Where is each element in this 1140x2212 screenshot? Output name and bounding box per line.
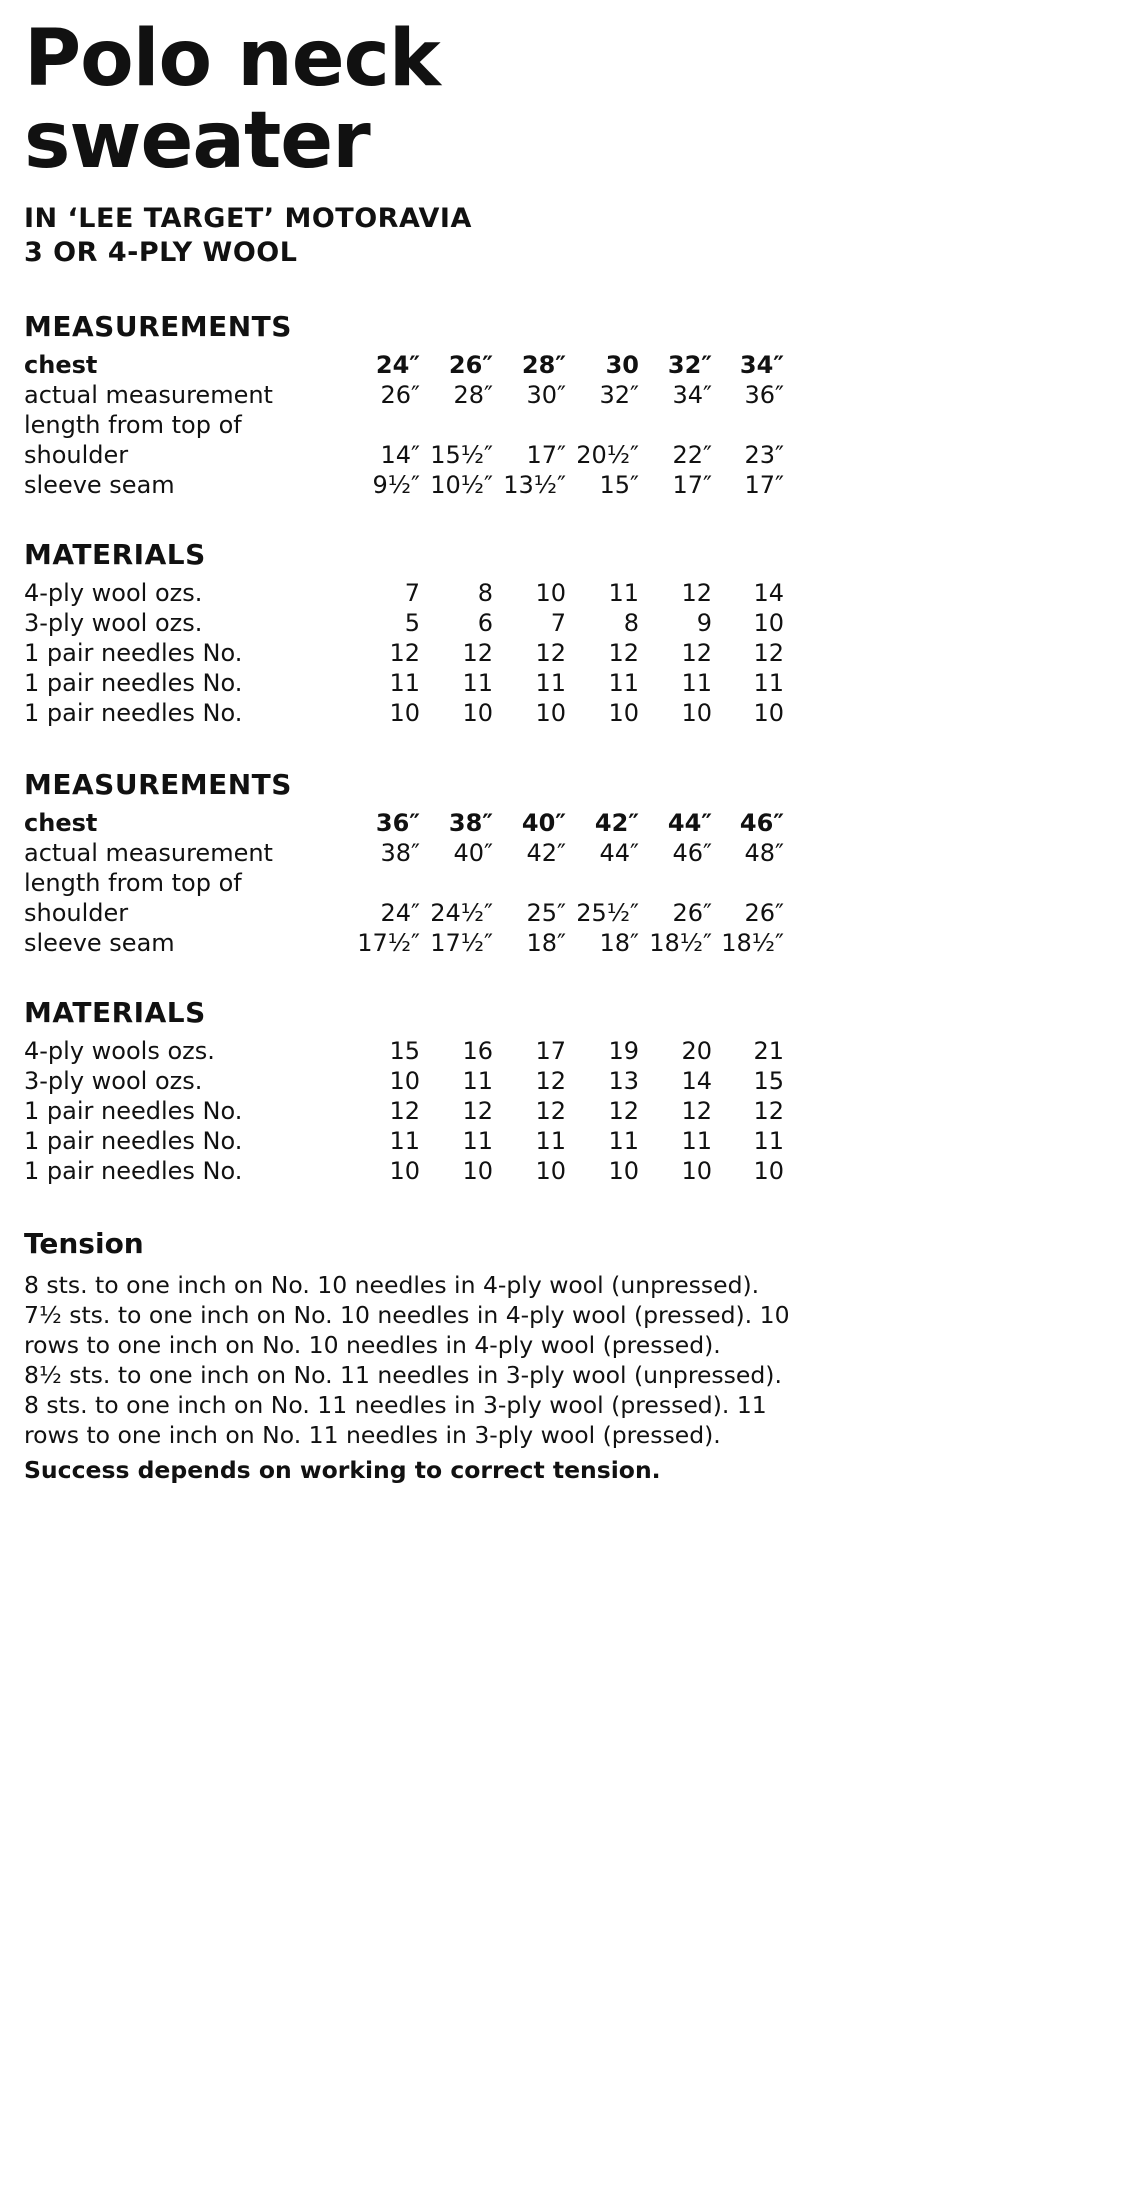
size-value: 12 bbox=[681, 639, 712, 667]
size-value: 10 bbox=[535, 1157, 566, 1185]
size-value: 14 bbox=[753, 579, 784, 607]
size-value: 26″ bbox=[448, 351, 493, 379]
size-value: 12 bbox=[389, 639, 420, 667]
size-value: 18″ bbox=[526, 929, 566, 957]
subtitle bbox=[24, 202, 472, 270]
size-value: 11 bbox=[462, 669, 493, 697]
size-value: 30″ bbox=[526, 381, 566, 409]
table-row bbox=[24, 668, 784, 698]
row-label: 1 pair needles No. bbox=[24, 639, 243, 667]
row-label: sleeve seam bbox=[24, 471, 175, 499]
size-value: 17″ bbox=[744, 471, 784, 499]
row-label: 1 pair needles No. bbox=[24, 1127, 243, 1155]
size-value: 10 bbox=[753, 609, 784, 637]
materials-table-1 bbox=[24, 578, 784, 728]
size-value: 34″ bbox=[739, 351, 784, 379]
size-value: 38″ bbox=[448, 809, 493, 837]
size-value: 10 bbox=[389, 699, 420, 727]
size-value: 10 bbox=[608, 699, 639, 727]
size-value: 7 bbox=[404, 579, 420, 607]
table-row bbox=[24, 928, 784, 958]
row-label: length from top of bbox=[24, 411, 242, 439]
table-row bbox=[24, 638, 784, 668]
size-value: 21 bbox=[753, 1037, 784, 1065]
size-value: 11 bbox=[462, 1127, 493, 1155]
size-value: 11 bbox=[462, 1067, 493, 1095]
size-value: 10 bbox=[462, 699, 493, 727]
table-row bbox=[24, 410, 784, 440]
size-value: 22″ bbox=[672, 441, 712, 469]
table-row bbox=[24, 578, 784, 608]
table-row bbox=[24, 350, 784, 380]
size-value: 24½″ bbox=[430, 899, 493, 927]
row-label: 4-ply wools ozs. bbox=[24, 1037, 215, 1065]
size-value: 10½″ bbox=[430, 471, 493, 499]
size-value: 44″ bbox=[599, 839, 639, 867]
size-value: 5 bbox=[404, 609, 420, 637]
size-value: 17½″ bbox=[430, 929, 493, 957]
size-value: 10 bbox=[389, 1067, 420, 1095]
table-row bbox=[24, 868, 784, 898]
subtitle-line-1: IN ‘LEE TARGET’ MOTORAVIA bbox=[24, 203, 472, 234]
materials-table-2 bbox=[24, 1036, 784, 1186]
size-value: 9 bbox=[696, 609, 712, 637]
row-label: shoulder bbox=[24, 899, 129, 927]
size-value: 15 bbox=[753, 1067, 784, 1095]
row-label: actual measurement bbox=[24, 839, 273, 867]
size-value: 46″ bbox=[672, 839, 712, 867]
materials-section-2 bbox=[24, 996, 784, 1186]
row-label: chest bbox=[24, 809, 98, 837]
size-value: 12 bbox=[681, 579, 712, 607]
size-value: 12 bbox=[681, 1097, 712, 1125]
measurements-table-1 bbox=[24, 350, 784, 500]
size-value: 11 bbox=[535, 1127, 566, 1155]
size-value: 13½″ bbox=[503, 471, 566, 499]
size-value: 18″ bbox=[599, 929, 639, 957]
size-value: 36″ bbox=[375, 809, 420, 837]
section-heading: MEASUREMENTS bbox=[24, 768, 292, 801]
size-value: 9½″ bbox=[372, 471, 420, 499]
size-value: 12 bbox=[608, 1097, 639, 1125]
row-label: 1 pair needles No. bbox=[24, 1097, 243, 1125]
size-value: 10 bbox=[389, 1157, 420, 1185]
size-value: 11 bbox=[389, 1127, 420, 1155]
size-value: 17″ bbox=[672, 471, 712, 499]
size-value: 24″ bbox=[375, 351, 420, 379]
size-value: 48″ bbox=[744, 839, 784, 867]
size-value: 12 bbox=[608, 639, 639, 667]
table-row bbox=[24, 1096, 784, 1126]
row-label: 1 pair needles No. bbox=[24, 669, 243, 697]
size-value: 17½″ bbox=[357, 929, 420, 957]
table-row bbox=[24, 1066, 784, 1096]
size-value: 42″ bbox=[526, 839, 566, 867]
row-label: shoulder bbox=[24, 441, 129, 469]
size-value: 36″ bbox=[744, 381, 784, 409]
measurements-section-2 bbox=[24, 768, 784, 958]
table-row bbox=[24, 1156, 784, 1186]
row-label: 3-ply wool ozs. bbox=[24, 1067, 203, 1095]
size-value: 11 bbox=[389, 669, 420, 697]
size-value: 12 bbox=[535, 1097, 566, 1125]
size-value: 25″ bbox=[526, 899, 566, 927]
size-value: 11 bbox=[608, 669, 639, 697]
section-heading: MATERIALS bbox=[24, 538, 206, 571]
size-value: 44″ bbox=[667, 809, 712, 837]
table-row bbox=[24, 698, 784, 728]
title-line-2: sweater bbox=[24, 96, 370, 186]
row-label: length from top of bbox=[24, 869, 242, 897]
tension-paragraph-4ply: 8 sts. to one inch on No. 10 needles in 4-ply wool (unpressed). 7½ sts. to one inch on No. 10 needles in 4-ply wool (pressed). 10 rows to one inch on No. 10 needles in 4-ply wool (pressed). bbox=[24, 1271, 790, 1359]
size-value: 12 bbox=[753, 1097, 784, 1125]
size-value: 34″ bbox=[672, 381, 712, 409]
table-row bbox=[24, 440, 784, 470]
section-heading: MEASUREMENTS bbox=[24, 310, 292, 343]
table-row bbox=[24, 838, 784, 868]
size-value: 10 bbox=[462, 1157, 493, 1185]
size-value: 40″ bbox=[453, 839, 493, 867]
tension-section bbox=[24, 1226, 794, 1486]
size-value: 26″ bbox=[380, 381, 420, 409]
size-value: 18½″ bbox=[721, 929, 784, 957]
size-value: 20 bbox=[681, 1037, 712, 1065]
size-value: 38″ bbox=[380, 839, 420, 867]
size-value: 24″ bbox=[380, 899, 420, 927]
size-value: 11 bbox=[535, 669, 566, 697]
size-value: 10 bbox=[681, 699, 712, 727]
size-value: 6 bbox=[477, 609, 493, 637]
size-value: 10 bbox=[535, 699, 566, 727]
size-value: 32″ bbox=[667, 351, 712, 379]
size-value: 10 bbox=[608, 1157, 639, 1185]
size-value: 17 bbox=[535, 1037, 566, 1065]
size-value: 16 bbox=[462, 1037, 493, 1065]
size-value: 12 bbox=[389, 1097, 420, 1125]
tension-paragraph-3ply: 8½ sts. to one inch on No. 11 needles in 3-ply wool (unpressed). 8 sts. to one inch on No. 11 needles in 3-ply wool (pressed). 11 rows to one inch on No. 11 needles in 3-ply wool (pressed). bbox=[24, 1361, 782, 1449]
row-label: chest bbox=[24, 351, 98, 379]
size-value: 19 bbox=[608, 1037, 639, 1065]
size-value: 25½″ bbox=[576, 899, 639, 927]
row-label: 1 pair needles No. bbox=[24, 1157, 243, 1185]
section-heading: MATERIALS bbox=[24, 996, 206, 1029]
size-value: 12 bbox=[462, 639, 493, 667]
tension-heading: Tension bbox=[24, 1227, 144, 1260]
page-title bbox=[24, 14, 440, 186]
table-row bbox=[24, 470, 784, 500]
table-row bbox=[24, 898, 784, 928]
size-value: 12 bbox=[535, 1067, 566, 1095]
size-value: 12 bbox=[535, 639, 566, 667]
size-value: 23″ bbox=[744, 441, 784, 469]
size-value: 11 bbox=[753, 669, 784, 697]
materials-section-1 bbox=[24, 538, 784, 728]
table-row bbox=[24, 808, 784, 838]
size-value: 15″ bbox=[599, 471, 639, 499]
size-value: 12 bbox=[753, 639, 784, 667]
row-label: 3-ply wool ozs. bbox=[24, 609, 203, 637]
title-line-1: Polo neck bbox=[24, 14, 440, 104]
size-value: 40″ bbox=[521, 809, 566, 837]
size-value: 26″ bbox=[672, 899, 712, 927]
size-value: 20½″ bbox=[576, 441, 639, 469]
size-value: 7 bbox=[550, 609, 566, 637]
size-value: 11 bbox=[608, 1127, 639, 1155]
size-value: 10 bbox=[753, 699, 784, 727]
size-value: 13 bbox=[608, 1067, 639, 1095]
table-row bbox=[24, 1036, 784, 1066]
table-row bbox=[24, 1126, 784, 1156]
size-value: 28″ bbox=[521, 351, 566, 379]
size-value: 12 bbox=[462, 1097, 493, 1125]
table-row bbox=[24, 380, 784, 410]
row-label: 1 pair needles No. bbox=[24, 699, 243, 727]
size-value: 42″ bbox=[594, 809, 639, 837]
size-value: 32″ bbox=[599, 381, 639, 409]
size-value: 10 bbox=[753, 1157, 784, 1185]
size-value: 11 bbox=[681, 1127, 712, 1155]
size-value: 14 bbox=[681, 1067, 712, 1095]
measurements-section-1 bbox=[24, 310, 784, 500]
size-value: 10 bbox=[681, 1157, 712, 1185]
size-value: 15½″ bbox=[430, 441, 493, 469]
size-value: 30 bbox=[605, 351, 639, 379]
size-value: 10 bbox=[535, 579, 566, 607]
size-value: 46″ bbox=[739, 809, 784, 837]
row-label: sleeve seam bbox=[24, 929, 175, 957]
table-row bbox=[24, 608, 784, 638]
size-value: 14″ bbox=[380, 441, 420, 469]
size-value: 17″ bbox=[526, 441, 566, 469]
size-value: 8 bbox=[623, 609, 639, 637]
row-label: actual measurement bbox=[24, 381, 273, 409]
measurements-table-2 bbox=[24, 808, 784, 958]
row-label: 4-ply wool ozs. bbox=[24, 579, 203, 607]
size-value: 11 bbox=[753, 1127, 784, 1155]
size-value: 11 bbox=[681, 669, 712, 697]
size-value: 15 bbox=[389, 1037, 420, 1065]
size-value: 28″ bbox=[453, 381, 493, 409]
size-value: 18½″ bbox=[649, 929, 712, 957]
subtitle-line-2: 3 OR 4-PLY WOOL bbox=[24, 237, 298, 268]
size-value: 8 bbox=[477, 579, 493, 607]
size-value: 26″ bbox=[744, 899, 784, 927]
size-value: 11 bbox=[608, 579, 639, 607]
tension-note: Success depends on working to correct tension. bbox=[24, 1456, 661, 1484]
